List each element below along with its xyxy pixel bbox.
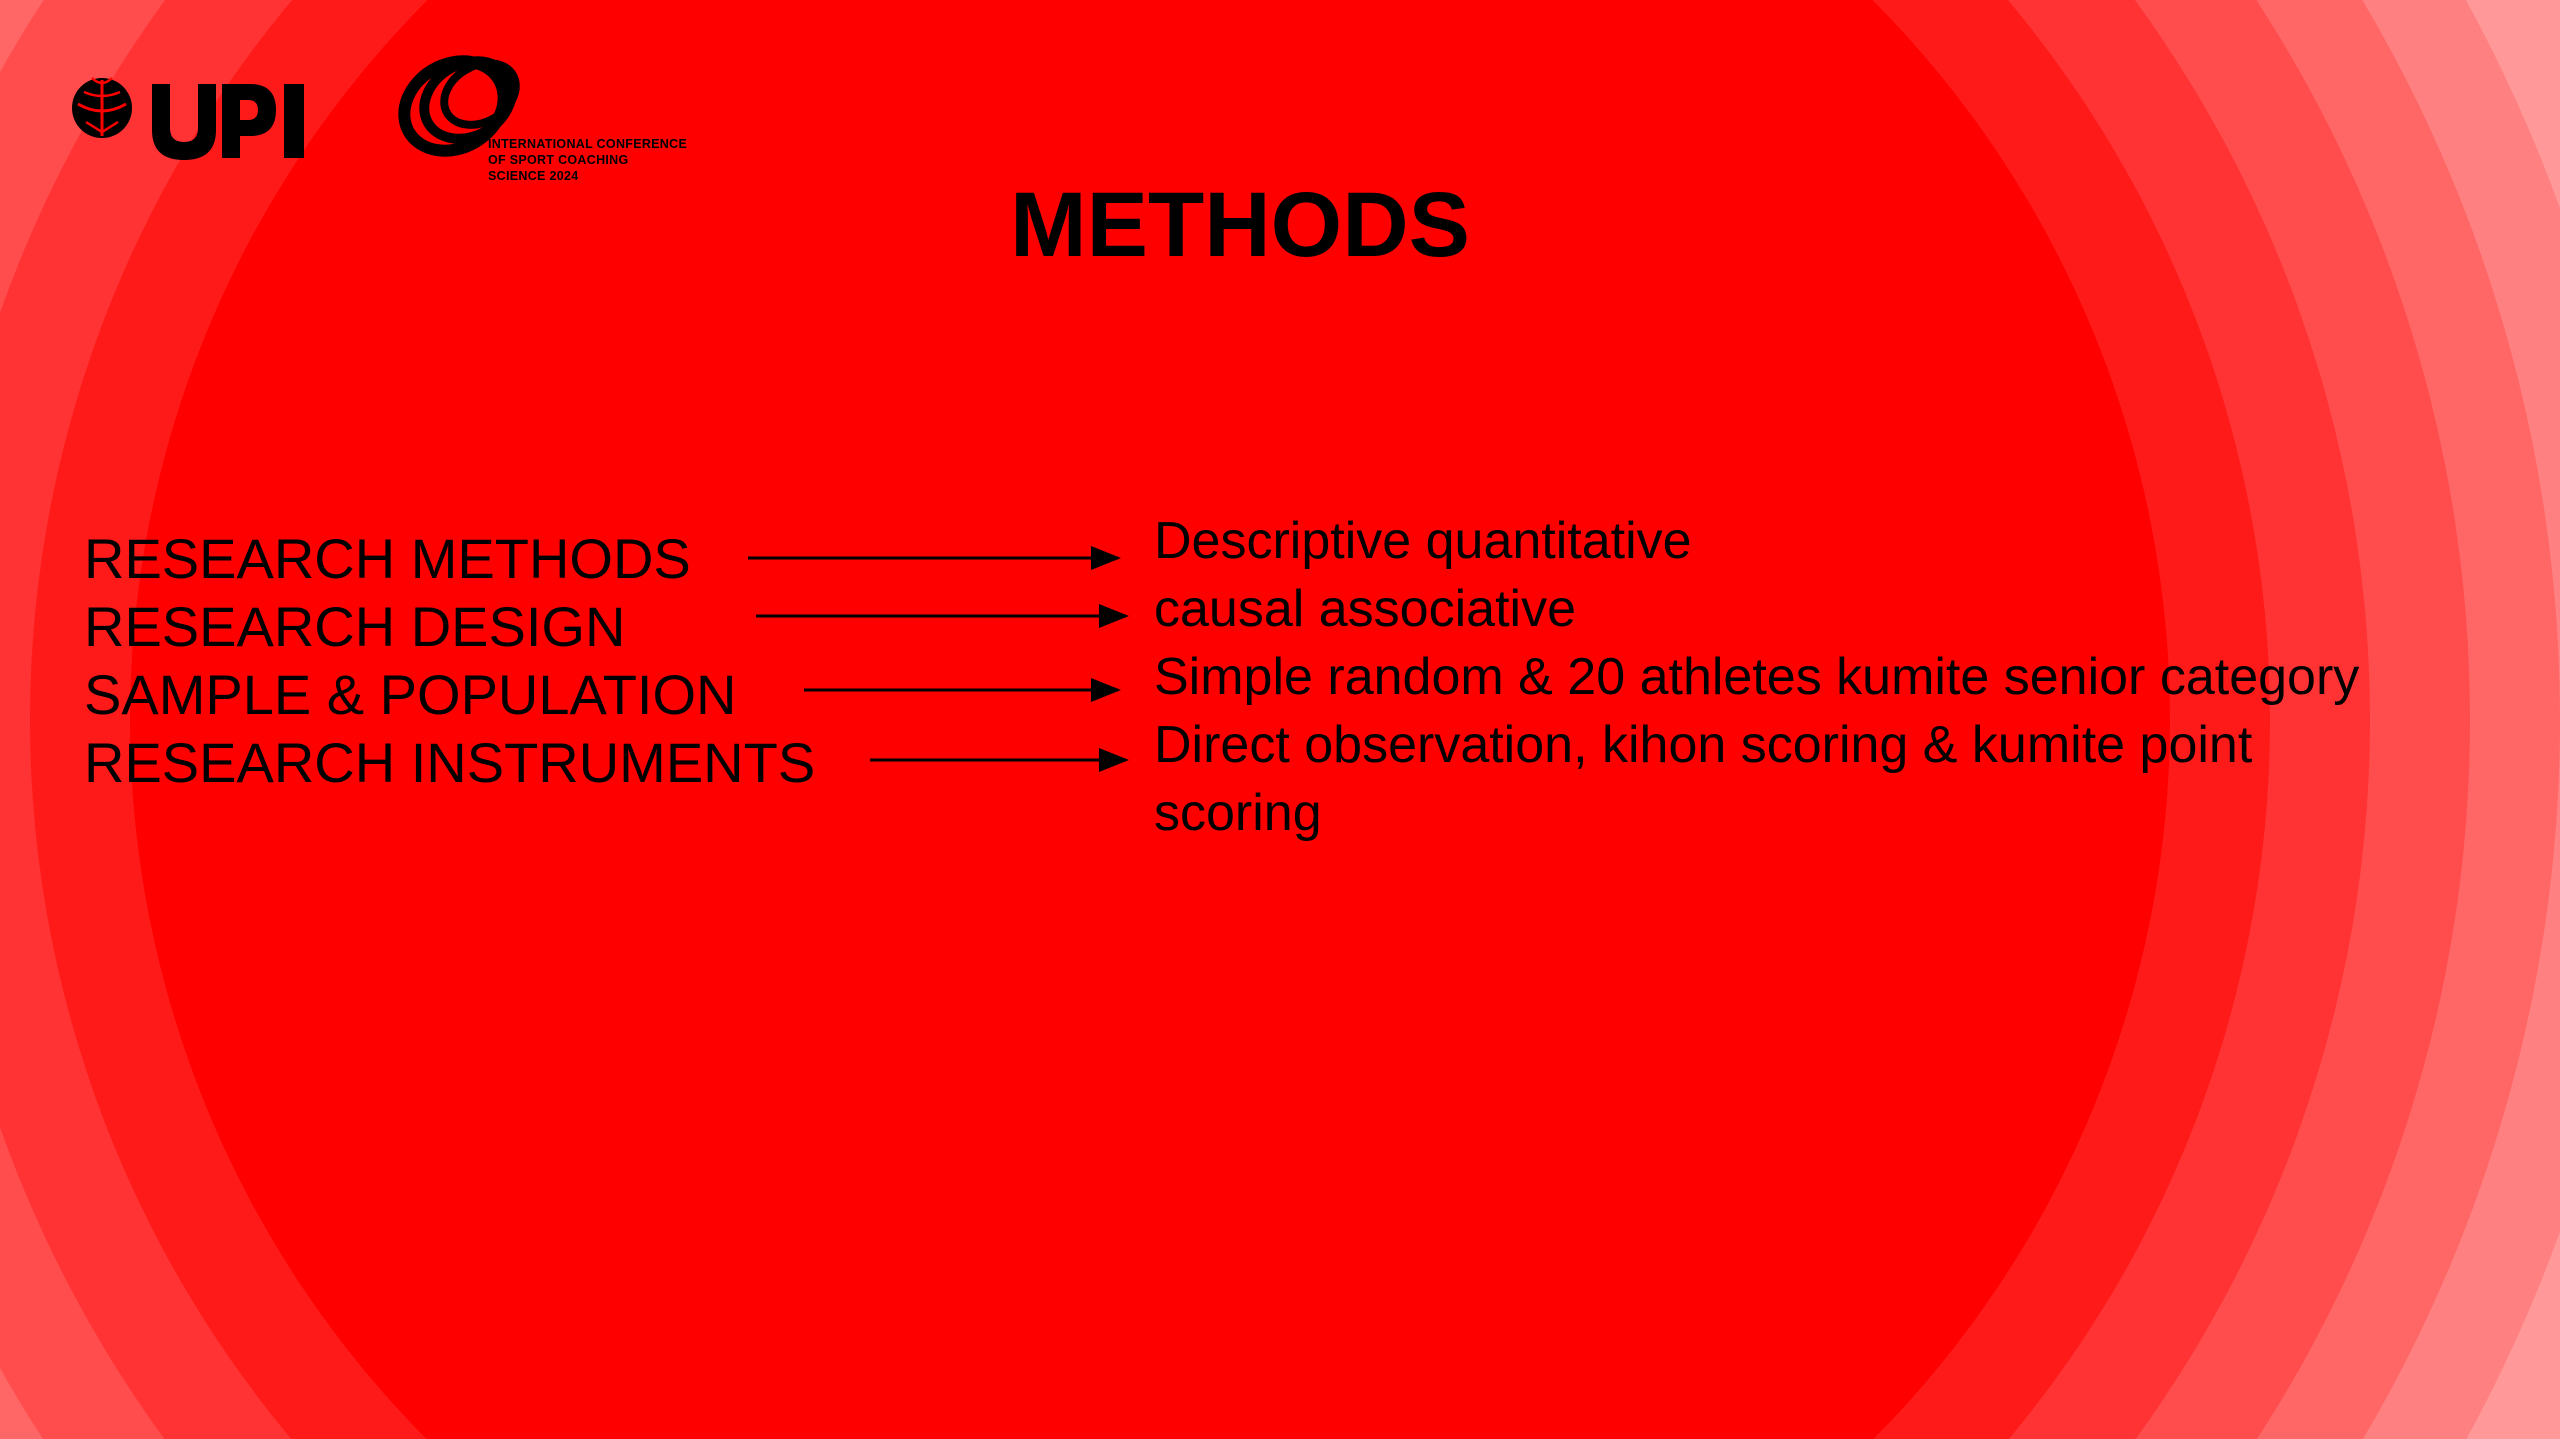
upi-logo — [70, 70, 310, 170]
label-research-methods: RESEARCH METHODS — [84, 527, 691, 590]
label-sample-population: SAMPLE & POPULATION — [84, 663, 737, 726]
value-research-design: causal associative — [1154, 580, 1576, 638]
slide-title: METHODS — [1010, 174, 1470, 276]
upi-wordmark — [152, 84, 304, 160]
value-research-methods: Descriptive quantitative — [1154, 512, 1692, 570]
value-sample-population: Simple random & 20 athletes kumite senior category — [1154, 648, 2360, 706]
value-research-instruments-continued: scoring — [1154, 784, 1322, 842]
upi-emblem-icon — [72, 78, 132, 138]
conference-line-2: OF SPORT COACHING — [488, 153, 629, 167]
label-research-design: RESEARCH DESIGN — [84, 595, 626, 658]
value-research-instruments: Direct observation, kihon scoring & kumite point — [1154, 716, 2253, 774]
conference-line-1: INTERNATIONAL CONFERENCE — [488, 137, 688, 151]
label-research-instruments: RESEARCH INSTRUMENTS — [84, 731, 816, 794]
conference-line-3: SCIENCE 2024 — [488, 169, 579, 183]
